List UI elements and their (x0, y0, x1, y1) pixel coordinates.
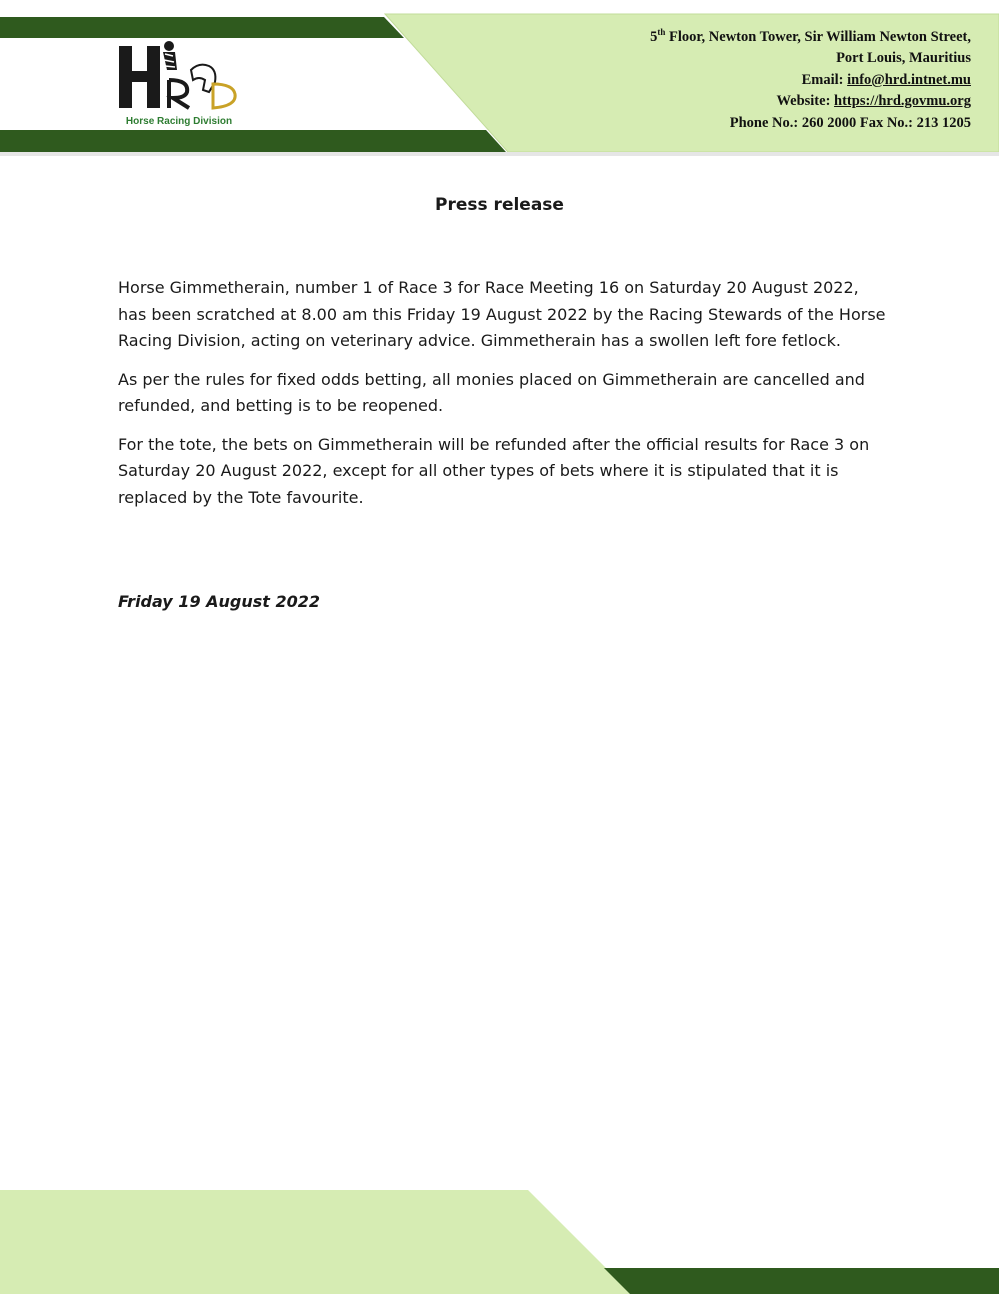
website-link[interactable]: https://hrd.govmu.org (834, 93, 971, 110)
release-date: Friday 19 August 2022 (118, 592, 321, 611)
address-line-2: Port Louis, Mauritius (836, 50, 971, 67)
paragraph-2: As per the rules for fixed odds betting, all monies placed on Gimmetherain are cancelled and refunded, and betting is to be reopened. (118, 369, 865, 415)
hrd-logo-mark (117, 40, 241, 112)
phone-fax-line: Phone No.: 260 2000 Fax No.: 213 1205 (729, 114, 971, 131)
paragraph-3: For the tote, the bets on Gimmetherain will be refunded after the official results for Race 3 on Saturday 20 August 2022, except for all other types of bets where it is stipulated that it is replaced by the Tote favourite. (118, 434, 870, 507)
footer-banner (0, 1186, 999, 1294)
page-title: Press release (435, 195, 564, 215)
address-floor-suffix: th (657, 27, 666, 37)
paragraph-1: Horse Gimmetherain, number 1 of Race 3 for Race Meeting 16 on Saturday 20 August 2022, has been scratched at 8.00 am this Friday 19 August 2022 by the Racing Stewards of the Horse Racing Division, acting on veterinary advice. Gimmetherain has a swollen left fore fetlock. (118, 278, 886, 350)
website-line (650, 91, 971, 113)
email-line (650, 70, 971, 92)
email-link[interactable]: info@hrd.intnet.mu (847, 71, 971, 88)
logo-caption: Horse Racing Division (125, 116, 233, 127)
contact-block (650, 22, 971, 134)
address-line-1-text: Floor, Newton Tower, Sir William Newton Street, (665, 28, 971, 45)
hrd-logo (117, 40, 241, 128)
address-line-1 (650, 22, 971, 48)
website-label: Website: (776, 93, 835, 110)
address-floor-number: 5 (650, 28, 658, 45)
press-release-body (118, 275, 888, 523)
email-label: Email: (801, 71, 848, 88)
